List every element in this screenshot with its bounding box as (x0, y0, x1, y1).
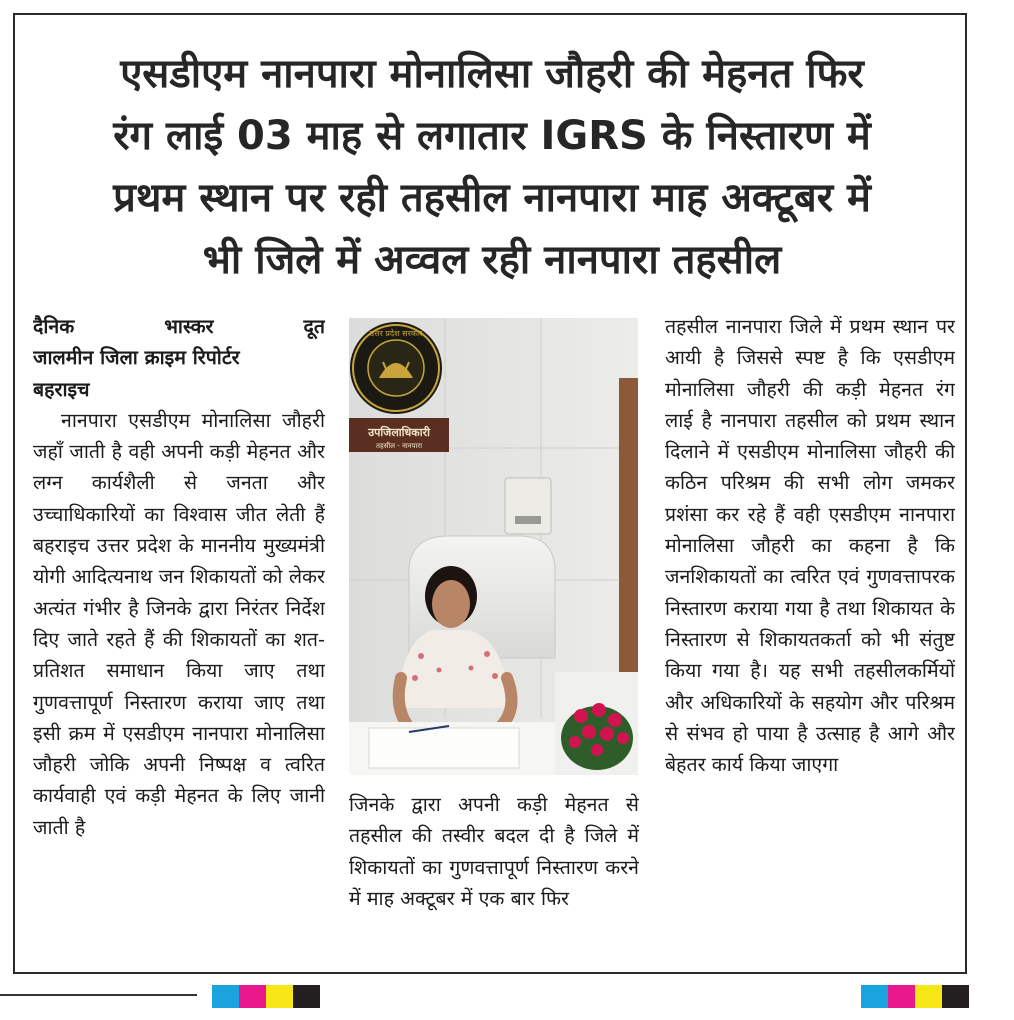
black-swatch (293, 985, 320, 1008)
print-color-bar-left (212, 985, 320, 1008)
article-column-left (33, 311, 325, 961)
article-column-right (665, 311, 955, 961)
article-text-middle: जिनके द्वारा अपनी कड़ी मेहनत से तहसील की तस्वीर बदल दी है जिले में शिकायतों का गुणवत्तापूर्ण निस्तारण करने में माह अक्टूबर में एक बार फिर (349, 793, 639, 910)
article-text-left: नानपारा एसडीएम मोनालिसा जौहरी जहाँ जाती है वही अपनी कड़ी मेहनत और लग्न कार्यशैली से जनता और उच्चाधिकारियों का विश्वास जीत लेती हैं बहराइच उत्तर प्रदेश के माननीय मुख्यमंत्री योगी आदित्यनाथ जन शिकायतों को लेकर अत्यंत गंभीर है जिनके द्वारा निरंतर निर्देश दिए जाते रहते हैं की शिकायतों का शत-प्रतिशत समाधान किया जाए तथा गुणवत्तापूर्ण निस्तारण कराया जाए तथा इसी क्रम में एसडीएम नानपारा मोनालिसा जौहरी जोकि अपनी निष्पक्ष व त्वरित कार्यवाही एवं कड़ी मेहनत के लिए जानी जाती है (33, 408, 325, 839)
article-column-middle (349, 789, 639, 964)
yellow-swatch (915, 985, 942, 1008)
magenta-swatch (239, 985, 266, 1008)
print-color-bar-right (861, 985, 969, 1008)
headline-line-3: प्रथम स्थान पर रही तहसील नानपारा माह अक्टूबर में (113, 175, 871, 221)
headline-line-4: भी जिले में अव्वल रही नानपारा तहसील (202, 237, 782, 283)
headline (35, 43, 949, 291)
article-text-right: तहसील नानपारा जिले में प्रथम स्थान पर आयी है जिससे स्पष्ट है कि एसडीएम मोनालिसा जौहरी की कड़ी मेहनत रंग लाई है नानपारा तहसील को प्रथम स्थान दिलाने में एसडीएम मोनालिसा जौहरी की कठिन परिश्रम की सभी लोग जमकर प्रशंसा कर रहे हैं वही एसडीएम नानपारा मोनालिसा जौहरी का कहना है कि जनशिकायतों का त्वरित एवं गुणवत्तापरक निस्तारण कराया गया है तथा शिकायत के निस्तारण से शिकायतकर्ता को भी संतुष्ट किया गया है। यह सभी तहसीलकर्मियों और अधिकारियों के सहयोग और परिश्रम से संभव हो पाया है उत्साह है आगे और बेहतर कार्य किया जाएगा (665, 315, 955, 777)
magenta-swatch (888, 985, 915, 1008)
nameplate-subtitle: तहसील - नानपारा (375, 442, 423, 450)
cyan-swatch (861, 985, 888, 1008)
byline-publication: दैनिक भास्कर दूत (33, 315, 325, 338)
emblem-text: उत्तर प्रदेश सरकार (369, 329, 423, 338)
up-government-emblem (350, 322, 442, 414)
nameplate (349, 418, 449, 452)
headline-line-1: एसडीएम नानपारा मोनालिसा जौहरी की मेहनत फिर (120, 51, 864, 97)
yellow-swatch (266, 985, 293, 1008)
sdm-office-photo (349, 318, 638, 775)
byline-location: बहराइच (33, 377, 90, 401)
byline (33, 311, 325, 405)
black-swatch (942, 985, 969, 1008)
cyan-swatch (212, 985, 239, 1008)
newspaper-clipping (13, 13, 967, 974)
crop-line (0, 994, 197, 996)
flower-bouquet (555, 672, 638, 775)
headline-line-2: रंग लाई 03 माह से लगातार IGRS के निस्तारण में (113, 113, 871, 159)
nameplate-title: उपजिलाधिकारी (368, 426, 430, 439)
byline-reporter: जालमीन जिला क्राइम रिपोर्टर (33, 346, 240, 370)
